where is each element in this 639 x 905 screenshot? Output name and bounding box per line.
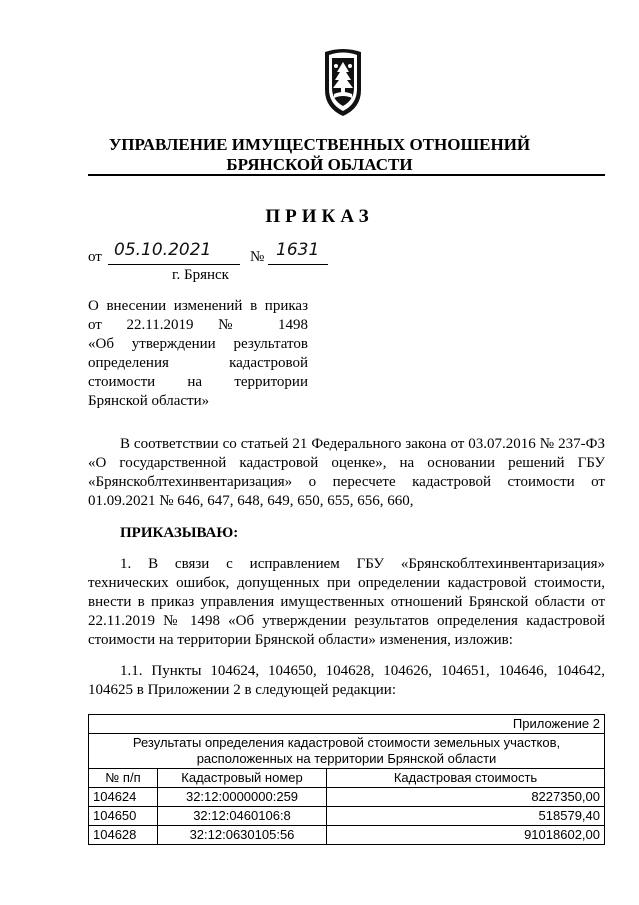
cadastral-value-cell: 91018602,00 [327,826,605,845]
caption-row [89,734,605,769]
appendix-row [89,715,605,734]
table-caption [89,734,605,769]
coat-of-arms-emblem [320,46,366,118]
document-type-title: ПРИКАЗ [265,206,374,227]
subject-line: «Об утверждении результатов [88,336,308,352]
item-1-1-paragraph: 1.1. Пункты 104624, 104650, 104628, 104626, 104651, 104646, 104642, 104625 в Приложении 2 в следующей редакции: [88,663,605,698]
preamble-paragraph: В соответствии со статьей 21 Федерального закона от 03.07.2016 № 237-ФЗ «О государственной кадастровой оценке», на основании решений ГБУ «Брянскоблтехинвентаризация» о пересчете кадастровой стоимости от 01.09.2021 № 646, 647, 648, 649, 650, 655, 656, 660, [88,436,605,509]
cadastral-value-cell: 8227350,00 [327,788,605,807]
handwritten-number: 1631 [276,240,320,260]
subject-line: стоимости на территории [88,374,308,390]
handwritten-date: 05.10.2021 [114,240,212,260]
table-row [89,807,605,826]
table-caption-line2: расположенных на территории Брянской области [196,751,497,766]
number-prefix: № [250,249,265,265]
appendix-label: Приложение 2 [89,715,605,734]
column-header: Кадастровая стоимость [327,769,605,788]
date-field [108,238,240,265]
subject-line: О внесении изменений в приказ [88,298,308,314]
number-field [268,238,328,265]
cadastral-number-cell: 32:12:0630105:56 [158,826,327,845]
table-caption-line1: Результаты определения кадастровой стоимости земельных участков, [132,735,561,750]
table-row [89,788,605,807]
row-number-cell: 104628 [89,826,158,845]
cadastral-value-table [88,714,605,845]
organization-name-line2: БРЯНСКОЙ ОБЛАСТИ [226,155,413,174]
city: г. Брянск [172,267,229,283]
subject-line: определения кадастровой [88,355,308,371]
cadastral-number-cell: 32:12:0000000:259 [158,788,327,807]
table-row [89,826,605,845]
column-header: № п/п [89,769,158,788]
table-header-row [89,769,605,788]
cadastral-value-cell: 518579,40 [327,807,605,826]
cadastral-number-cell: 32:12:0460106:8 [158,807,327,826]
subject-line: Брянской области» [88,393,210,409]
column-header: Кадастровый номер [158,769,327,788]
subject-block [88,297,308,411]
item-1-paragraph: 1. В связи с исправлением ГБУ «Брянскоблтехинвентаризация» технических ошибок, допущенных при определении кадастровой стоимости, внести в приказ управления имущественных отношений Брянской области от 22.11.2019 № 1498 «Об утверждении результатов определения кадастровой стоимости на территории Брянской области» изменения, изложив: [88,556,605,648]
row-number-cell: 104650 [89,807,158,826]
header-divider [88,174,605,176]
date-prefix: от [88,249,102,265]
row-number-cell: 104624 [89,788,158,807]
organization-name-line1: УПРАВЛЕНИЕ ИМУЩЕСТВЕННЫХ ОТНОШЕНИЙ [108,135,531,154]
subject-line: от 22.11.2019 № 1498 [88,317,308,333]
order-word: ПРИКАЗЫВАЮ: [120,525,239,541]
